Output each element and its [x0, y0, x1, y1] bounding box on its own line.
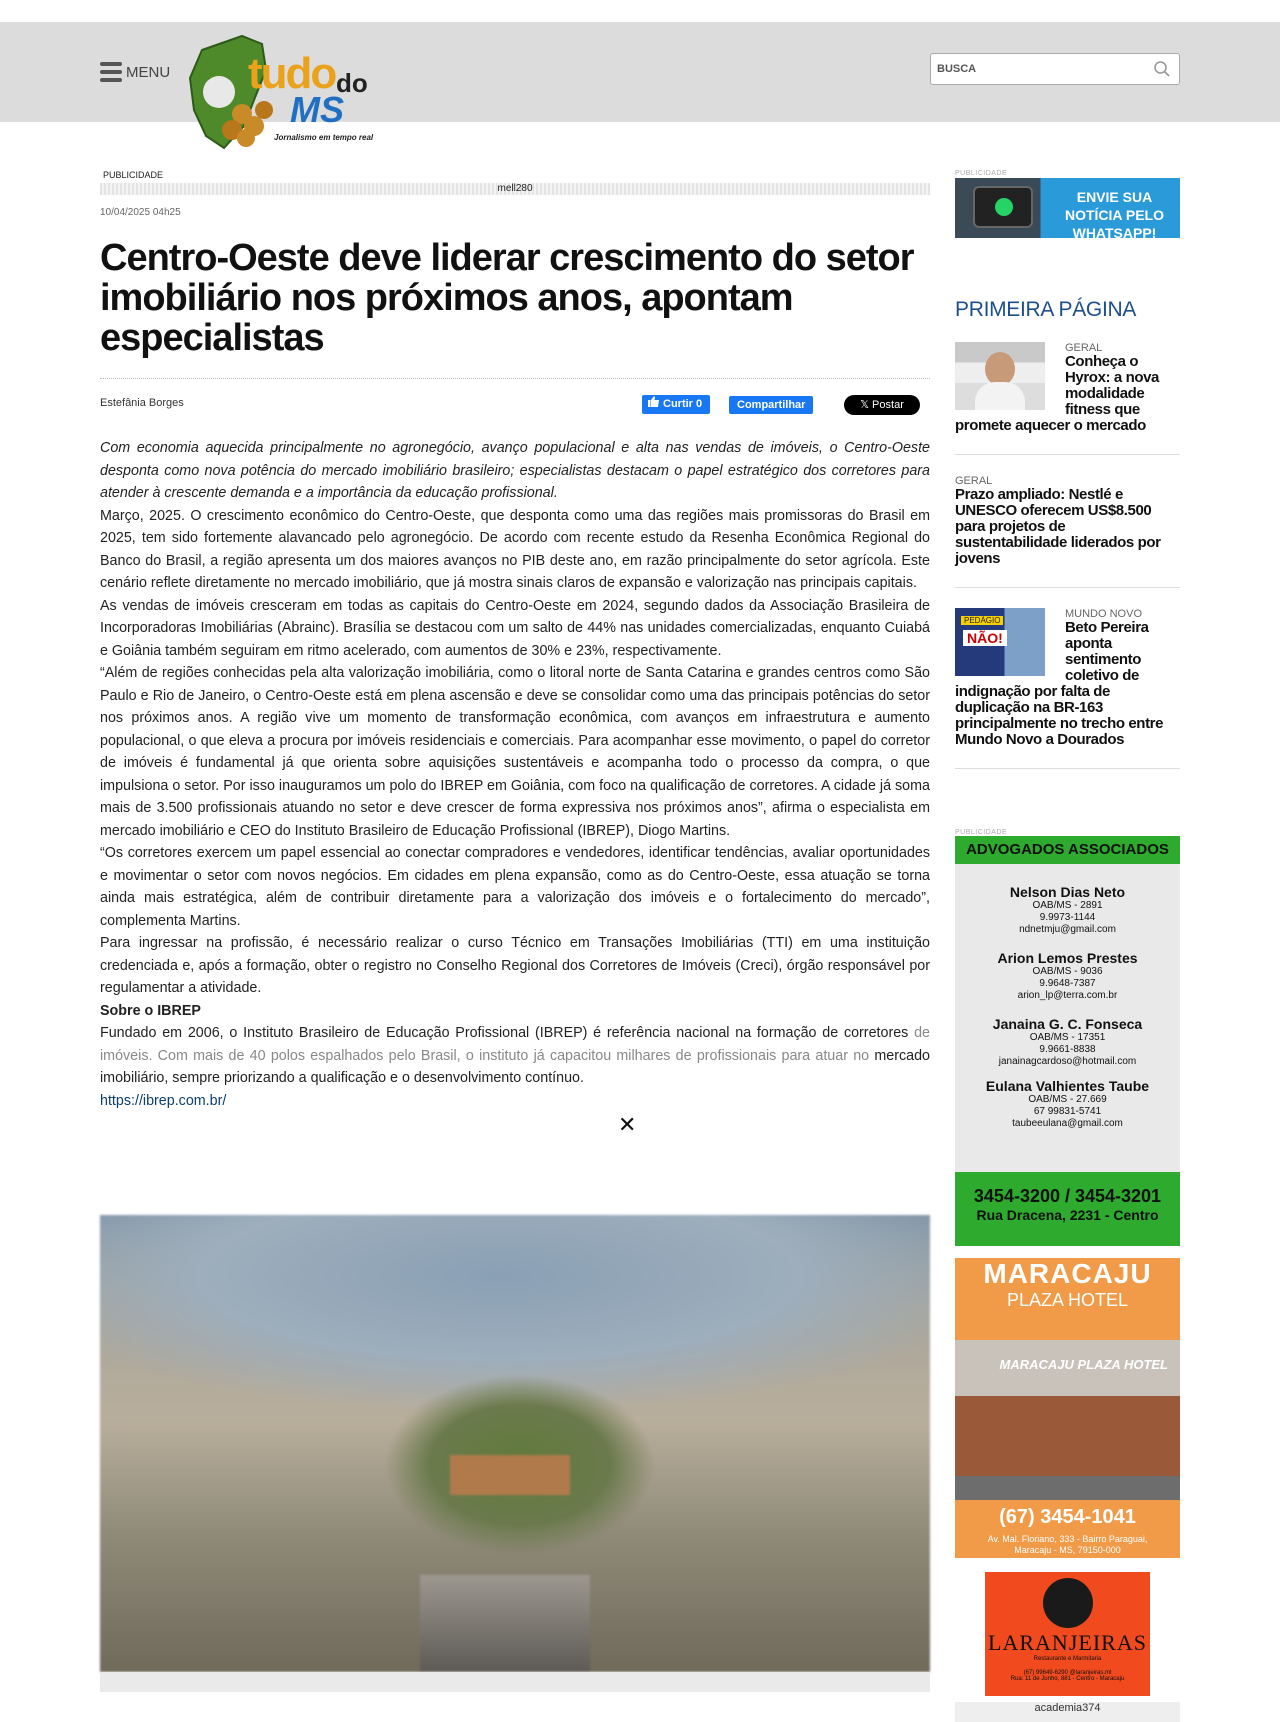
lawyer-oab: OAB/MS - 2891: [1032, 900, 1103, 911]
lawyer-entry: [955, 884, 1180, 936]
news-item[interactable]: [955, 608, 1180, 769]
lawyer-phone: 9.9648-7387: [1039, 978, 1096, 989]
lawyer-entry: [955, 950, 1180, 1002]
whatsapp-ad-line: WHATSAPP!: [1072, 225, 1157, 241]
hotel-ad[interactable]: [955, 1258, 1180, 1558]
whatsapp-ad-text: [1065, 188, 1164, 242]
logo-word-do: do: [336, 68, 368, 98]
x-post-button[interactable]: 𝕏 Postar: [844, 395, 920, 415]
publish-date: 10/04/2025 04h25: [100, 207, 181, 218]
news-item[interactable]: [955, 475, 1180, 588]
lawyers-ad[interactable]: [955, 829, 1180, 1246]
article-lead: Com economia aquecida principalmente no agronegócio, avanço populacional e alta nas vendas de imóveis, o Centro-Oeste desponta como nova potência do mercado imobiliário brasileiro; especialistas destacam o papel estratégico dos corretores para atender à crescente demanda e a importância da educação profissional.: [100, 440, 930, 501]
article-body: [100, 437, 930, 1112]
close-icon[interactable]: ✕: [618, 1112, 637, 1137]
logo-word-ms: MS: [290, 89, 344, 130]
lawyer-email: janainagcardoso@hotmail.com: [998, 1056, 1137, 1067]
news-title[interactable]: Prazo ampliado: Nestlé e UNESCO oferecem US$8.500 para projetos de sustentabilidade liderados por jovens: [955, 486, 1161, 567]
about-line-3: mercado imobiliário, sempre priorizando a qualificação e o desenvolvimento contínuo.: [100, 1047, 930, 1086]
photo-detail: [450, 1455, 570, 1495]
article-paragraph: “Além de regiões conhecidas pela alta valorização imobiliária, como o litoral norte de Santa Catarina e grandes centros como São Paulo e Rio de Janeiro, o Centro-Oeste está em plena ascensão e deve se consolidar como uma das principais potências do setor nos próximos anos. A região vive um momento de transformação econômica, com avanços em infraestrutura e aumento populacional, o que eleva a procura por imóveis residenciais e comerciais. Para acompanhar esse movimento, o papel do corretor de imóveis é fundamental já que orienta sobre aquisições sustentáveis e acompanha todo o processo da compra, o que impulsiona o setor. Por isso inauguramos um polo do IBREP em Goiânia, com foco na qualificação de corretores. A cidade já soma mais de 3.500 profissionais atuando no setor e deve crescer de forma expressiva nos próximos anos”, afirma o especialista em mercado imobiliário e CEO do Instituto Brasileiro de Educação Profissional (IBREP), Diogo Martins.: [100, 665, 930, 839]
search-input[interactable]: [931, 54, 1141, 84]
advertising-label: PUBLICIDADE: [955, 170, 1008, 177]
restaurant-contact-line: (67) 99649-6290 @laranjeiras.ml: [1023, 1670, 1112, 1676]
like-label: Curtir 0: [663, 398, 703, 410]
lawyer-oab: OAB/MS - 17351: [1029, 1032, 1106, 1043]
hotel-phone: (67) 3454-1041: [999, 1506, 1136, 1528]
whatsapp-ad-banner[interactable]: [955, 178, 1180, 241]
lawyer-email: taubeeulana@gmail.com: [1012, 1118, 1123, 1129]
orange-slice-icon: [1043, 1578, 1093, 1628]
lawyer-name: Eulana Valhientes Taube: [985, 1078, 1150, 1094]
thumbnail-sign: NÃO!: [963, 630, 1007, 646]
author-name: Estefânia Borges: [100, 397, 184, 409]
restaurant-subtitle: Restaurante e Marmitaria: [1033, 1656, 1102, 1662]
hotel-sign: MARACAJU PLAZA HOTEL: [999, 1357, 1168, 1372]
lawyer-phone: 67 99831-5741: [1033, 1106, 1102, 1117]
lawyer-email: arion_lp@terra.com.br: [1017, 990, 1118, 1001]
logo-tagline: Jornalismo em tempo real: [274, 133, 374, 142]
lawyers-phones: 3454-3200 / 3454-3201: [973, 1186, 1162, 1206]
hotel-address-line: Maracaju - MS, 79150-000: [1014, 1545, 1121, 1555]
lawyers-ad-box[interactable]: [955, 836, 1180, 1172]
lawyer-entry: [955, 1078, 1180, 1130]
news-thumbnail[interactable]: [955, 608, 1045, 676]
site-logo[interactable]: [184, 30, 394, 160]
lawyers-ad-footer[interactable]: [955, 1172, 1180, 1246]
news-category: MUNDO NOVO: [1065, 608, 1142, 620]
section-title: PRIMEIRA PÁGINA: [955, 298, 1137, 321]
section-subtitle: Sobre o IBREP: [100, 1002, 201, 1019]
news-list: [955, 342, 1180, 769]
site-header: [0, 22, 1280, 142]
bottom-ad-banner[interactable]: academia374: [955, 1702, 1180, 1722]
hotel-name: MARACAJU: [983, 1258, 1152, 1289]
thumbs-up-icon: [648, 395, 659, 414]
ibrep-link[interactable]: https://ibrep.com.br/: [100, 1092, 227, 1109]
lawyer-email: ndnetmju@gmail.com: [1019, 924, 1116, 935]
photo-detail: [420, 1575, 590, 1672]
article-paragraph: Para ingressar na profissão, é necessário realizar o curso Técnico em Transações Imobiliárias (TTI) em uma instituição credenciada e, após a formação, obter o registro no Conselho Regional dos Corretores de Imóveis (Creci), órgão responsável por regulamentar a atividade.: [100, 935, 930, 996]
facebook-like-button[interactable]: [642, 395, 710, 414]
whatsapp-icon: [995, 198, 1013, 216]
lawyers-contact: [955, 1172, 1180, 1246]
lawyer-name: Janaina G. C. Fonseca: [992, 1016, 1143, 1032]
hotel-address-line: Av. Mal. Floriano, 333 - Bairro Paraguai,: [987, 1534, 1148, 1544]
whatsapp-ad-line: ENVIE SUA: [1076, 189, 1153, 205]
hotel-address: [955, 1534, 1180, 1556]
lawyer-oab: OAB/MS - 9036: [1032, 966, 1103, 977]
restaurant-ad[interactable]: [985, 1572, 1150, 1696]
menu-button[interactable]: [100, 62, 170, 82]
article-title: Centro-Oeste deve liderar crescimento do setor imobiliário nos próximos anos, apontam especialistas: [100, 237, 914, 359]
hamburger-icon: [100, 62, 122, 82]
news-category: GERAL: [1065, 342, 1103, 354]
lawyer-name: Nelson Dias Neto: [1009, 884, 1126, 900]
article-paragraph: “Os corretores exercem um papel essencial ao conectar compradores e vendedores, identificar tendências, avaliar oportunidades e movimentar o setor com novos negócios. Em cidades em plena expansão, como as do Centro-Oeste, essa atuação se torna ainda mais estratégica, além de contribuir diretamente para a valorização dos imóveis e o fortalecimento do mercado”, complementa Martins.: [100, 845, 930, 929]
lawyer-phone: 9.9973-1144: [1039, 912, 1096, 923]
lawyer-entry: [955, 1016, 1180, 1068]
advertising-label: PUBLICIDADE: [103, 170, 164, 180]
restaurant-contact: [985, 1670, 1150, 1682]
thumbnail-sign-tag: PEDÁGIO: [961, 616, 1003, 625]
search-box: [930, 53, 1180, 85]
phone-icon: [973, 186, 1033, 228]
whatsapp-ad-line: NOTÍCIA PELO: [1064, 207, 1164, 223]
lawyers-ad-title: ADVOGADOS ASSOCIADOS: [955, 836, 1180, 864]
advertising-label: PUBLICIDADE: [955, 829, 1008, 836]
about-line-2: de imóveis. Com mais de 40 polos espalhados pelo Brasil, o instituto já capacitou milhares de profissionais para atuar no: [100, 1025, 930, 1064]
hotel-photo: [955, 1340, 1180, 1500]
lawyer-name: Arion Lemos Prestes: [997, 950, 1138, 966]
news-title[interactable]: Conheça o Hyrox: a nova modalidade fitness que promete aquecer o mercado: [955, 353, 1159, 434]
article-photo: [100, 1215, 930, 1672]
news-category: GERAL: [955, 475, 993, 487]
byline-row: [100, 379, 930, 429]
about-line-1: Fundado em 2006, o Instituto Brasileiro de Educação Profissional (IBREP) é referência nacional na formação de corretores: [100, 1025, 909, 1041]
ad-banner[interactable]: mell280: [100, 183, 930, 195]
lawyer-phone: 9.9661-8838: [1039, 1044, 1096, 1055]
restaurant-name: LARANJEIRAS: [988, 1630, 1147, 1655]
sidebar: [955, 170, 1180, 1722]
about-paragraph: [100, 1022, 930, 1090]
hotel-subname: PLAZA HOTEL: [1006, 1290, 1129, 1310]
lawyers-address: Rua Dracena, 2231 - Centro: [976, 1207, 1159, 1223]
news-title[interactable]: Beto Pereira aponta sentimento coletivo de indignação por falta de duplicação na BR-163 principalmente no trecho entre Mundo Novo a Dourados: [955, 619, 1164, 748]
menu-label: MENU: [126, 63, 171, 81]
photo-caption-bar: [100, 1672, 930, 1692]
article-paragraph: As vendas de imóveis cresceram em todas as capitais do Centro-Oeste em 2024, segundo dados da Associação Brasileira de Incorporadoras Imobiliárias (Abrainc). Brasília se destacou com um salto de 44% nas unidades comercializadas, enquanto Cuiabá e Goiânia também seguiram em ritmo acelerado, com aumentos de 30% e 23%, respectivamente.: [100, 597, 930, 659]
logo-word-tudo: tudo: [248, 49, 336, 98]
lawyer-oab: OAB/MS - 27.669: [1028, 1094, 1107, 1105]
restaurant-address: Rua: 11 de Junho, 881 - Centro - Maracaju: [1010, 1676, 1125, 1682]
news-thumbnail[interactable]: [955, 342, 1045, 410]
article-column: [100, 170, 930, 1137]
search-icon[interactable]: [1153, 60, 1171, 83]
facebook-share-button[interactable]: Compartilhar: [729, 396, 813, 414]
article-paragraph: Março, 2025. O crescimento econômico do Centro-Oeste, que desponta como uma das regiões mais promissoras do Brasil em 2025, tem sido fortemente alavancado pelo agronegócio. De acordo com recente estudo da Resenha Econômica Regional do Banco do Brasil, a região apresenta um dos maiores avanços no PIB deste ano, em razão principalmente do setor agrícola. Este cenário reflete diretamente no mercado imobiliário, que já mostra sinais claros de expansão e valorização nas principais capitais.: [100, 507, 930, 591]
news-item[interactable]: [955, 342, 1180, 455]
